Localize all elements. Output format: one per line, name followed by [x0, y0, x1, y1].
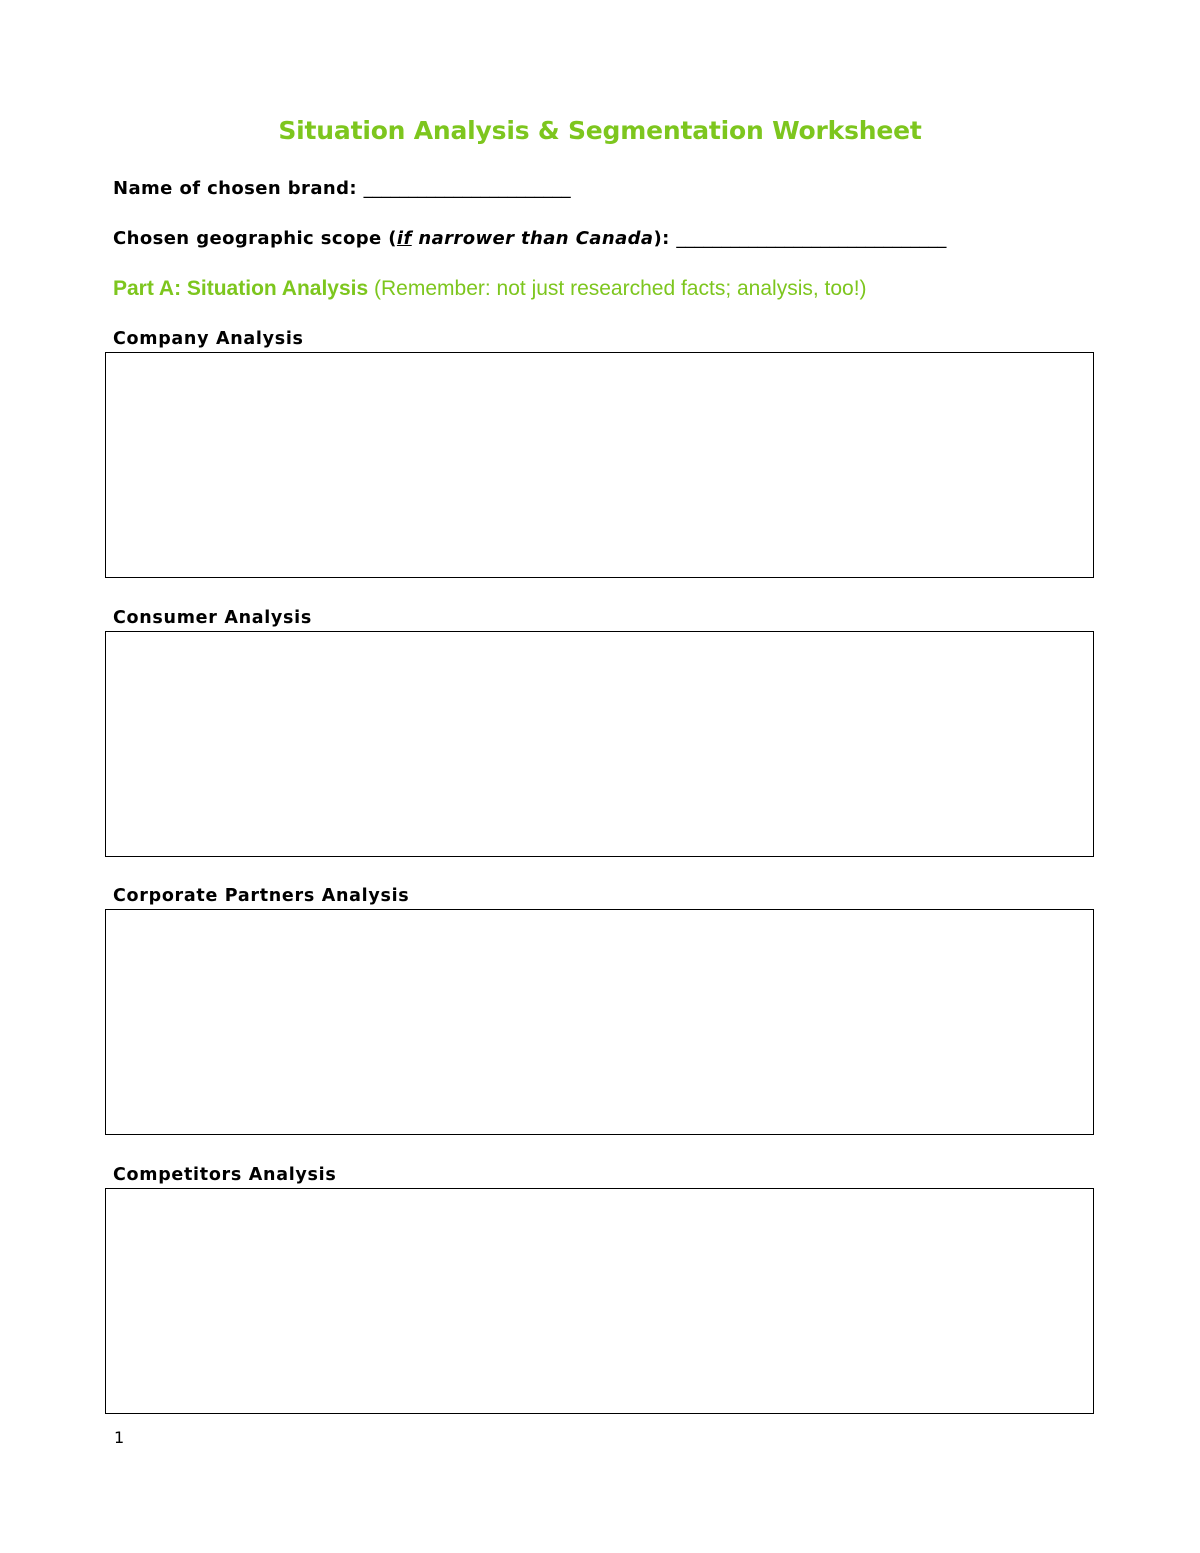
competitors-analysis-label: Competitors Analysis [113, 1165, 337, 1185]
brand-field-label: Name of chosen brand: [113, 178, 357, 199]
scope-field-label-start: Chosen geographic scope ( [113, 228, 397, 249]
brand-field-blank[interactable]: _______________________ [363, 178, 571, 199]
company-analysis-label: Company Analysis [113, 329, 304, 349]
scope-field-italic-rest: narrower than Canada [411, 228, 654, 249]
scope-field-blank[interactable]: ______________________________ [676, 228, 947, 249]
page-number: 1 [114, 1428, 125, 1447]
consumer-analysis-box[interactable] [105, 631, 1094, 857]
part-a-title: Part A: Situation Analysis [113, 277, 369, 300]
brand-field [113, 178, 571, 199]
corporate-partners-analysis-box[interactable] [105, 909, 1094, 1135]
scope-field-if-word: if [396, 228, 412, 249]
part-a-heading [113, 277, 867, 301]
corporate-partners-analysis-label: Corporate Partners Analysis [113, 886, 410, 906]
worksheet-title: Situation Analysis & Segmentation Worksheet [278, 116, 922, 145]
consumer-analysis-label: Consumer Analysis [113, 608, 312, 628]
competitors-analysis-box[interactable] [105, 1188, 1094, 1414]
company-analysis-box[interactable] [105, 352, 1094, 578]
scope-field [113, 228, 946, 249]
part-a-note: (Remember: not just researched facts; analysis, too!) [374, 277, 867, 300]
scope-field-label-end: ): [653, 228, 670, 249]
